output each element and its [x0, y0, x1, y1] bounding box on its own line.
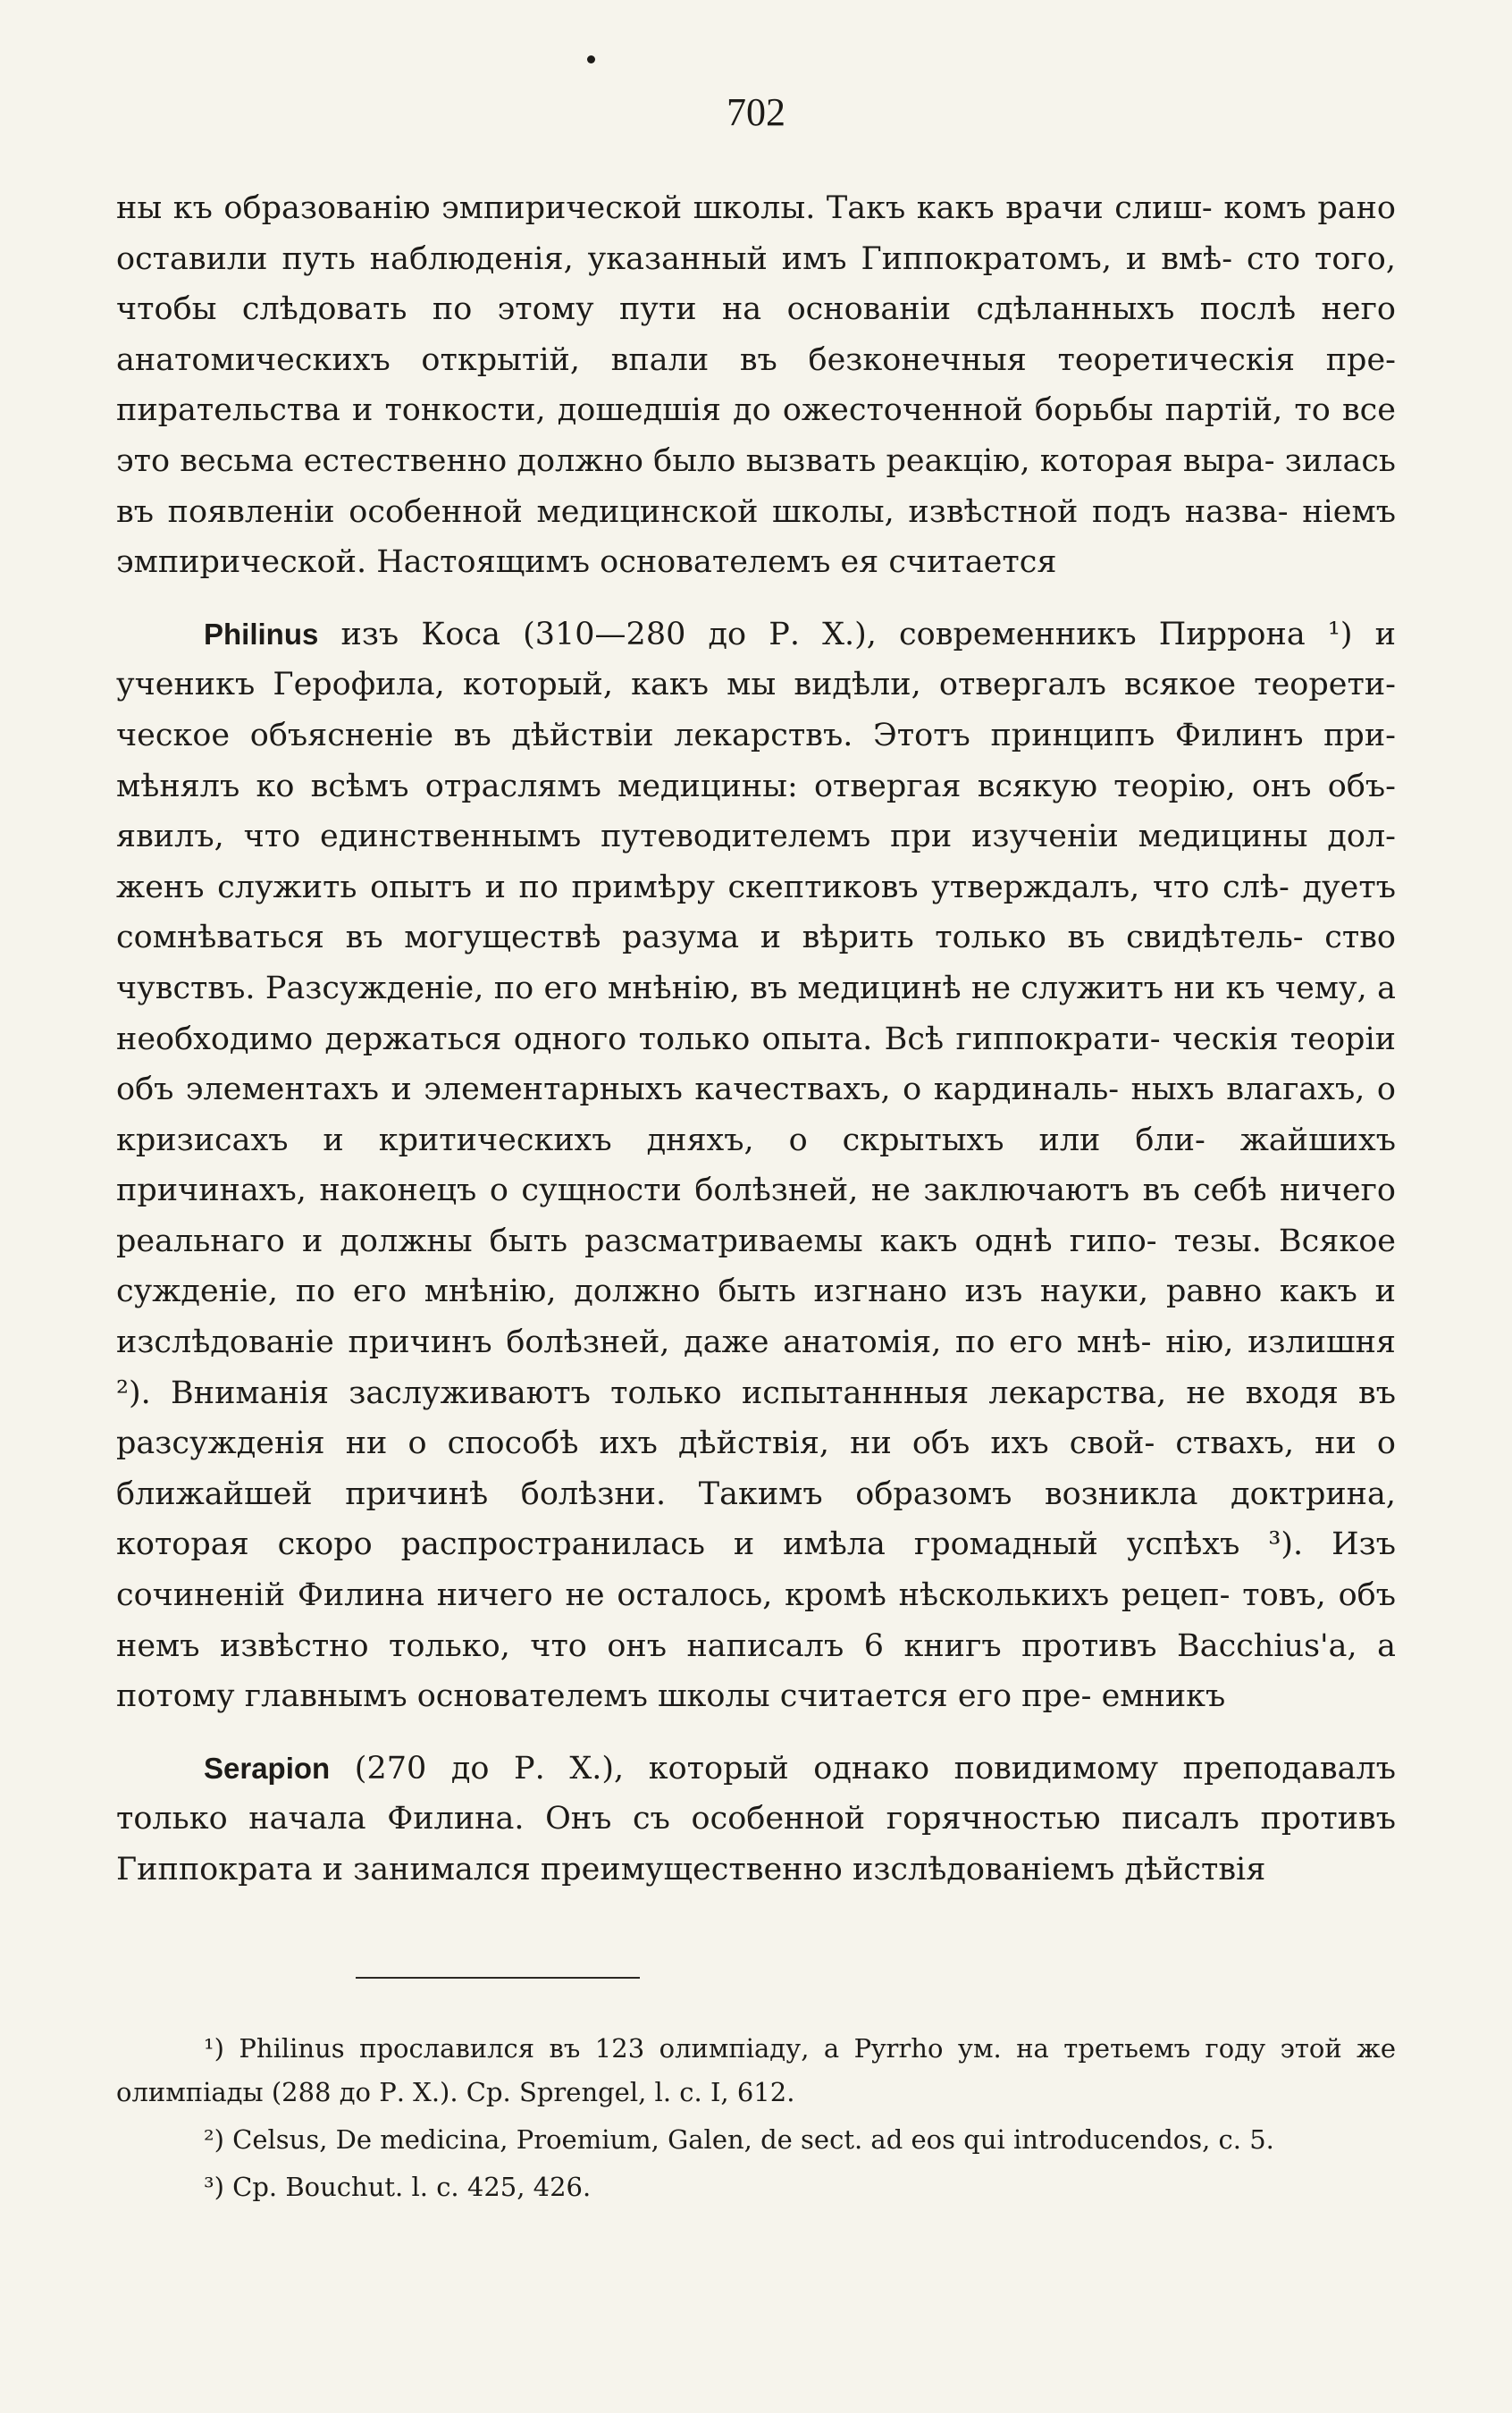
text-line: ствахъ, ни о ближайшей причинѣ болѣзни. Такимъ образомъ возникла [116, 1425, 1396, 1512]
print-dot-mark [587, 55, 595, 63]
text-line: Изъ сочиненій Филина ничего не осталось, кромѣ нѣсколькихъ рецеп- [116, 1526, 1396, 1614]
text-line: (270 до Р. Х.), который однако повидимому преподавалъ [330, 1750, 1396, 1787]
text-line: пирательства и тонкости, дошедшія до ожесточенной борьбы партій, то [116, 392, 1331, 429]
text-line: комъ рано оставили путь наблюденія, указанный имъ Гиппократомъ, и вмѣ- [116, 190, 1396, 277]
text-line: зилась въ появленіи особенной медицинской школы, извѣстной подъ назва- [116, 442, 1396, 530]
text-line: не входя въ разсужденія ни о способѣ ихъ дѣйствія, ни объ ихъ свой- [116, 1375, 1396, 1462]
text-line: все это весьма естественно должно было вызвать реакцію, которая выра- [116, 392, 1396, 479]
text-line: сто того, чтобы слѣдовать по этому пути на основаніи сдѣланныхъ послѣ [116, 240, 1396, 328]
text-line: къ чему, а необходимо держаться одного только опыта. Всѣ гиппократи- [116, 970, 1396, 1057]
text-line: ны къ образованію эмпирической школы. Такъ какъ врачи слиш- [116, 190, 1213, 226]
paragraph-philinus [116, 610, 1396, 1722]
text-line: тезы. Всякое сужденіе, по его мнѣнію, должно быть изгнано изъ науки, [116, 1223, 1396, 1310]
person-name-serapion: Serapion [204, 1751, 331, 1785]
text-line: ство чувствъ. Разсужденіе, по его мнѣнію, въ медицинѣ не служитъ ни [116, 920, 1396, 1006]
text-line: явилъ, что единственнымъ путеводителемъ при изученіи медицины дол- [116, 819, 1396, 855]
text-line: равно какъ и изслѣдованіе причинъ болѣзней, даже анатомія, по его мнѣ- [116, 1274, 1397, 1361]
text-line: ческія теоріи объ элементахъ и элементарныхъ качествахъ, о кардиналь- [116, 1021, 1396, 1108]
text-line: емникъ [1101, 1678, 1226, 1715]
text-line: мѣнялъ ко всѣмъ отраслямъ медицины: отвергая всякую теорію, онъ объ- [116, 768, 1396, 804]
text-line: доктрина, которая скоро распространилась и имѣла громадный успѣхъ ³). [116, 1476, 1396, 1563]
footnote-2: ²) Celsus, De medicina, Proemium, Galen, de sect. ad eos qui introducendos, c. 5. [204, 2124, 1274, 2155]
text-line: ныхъ влагахъ, о кризисахъ и критическихъ дняхъ, о скрытыхъ или бли- [116, 1072, 1396, 1158]
text-line: ніемъ эмпирической. Настоящимъ основателемъ ея считается [116, 493, 1396, 581]
text-line: дуетъ сомнѣваться въ могуществѣ разума и вѣрить только въ свидѣтель- [116, 869, 1396, 956]
main-text [116, 183, 1396, 1896]
text-line: Гиппократа и занимался преимущественно изслѣдованіемъ дѣйствія [116, 1852, 1266, 1888]
page-number: 702 [727, 90, 785, 134]
paragraph-1 [116, 183, 1396, 588]
text-line: жайшихъ причинахъ, наконецъ о сущности болѣзней, не заключаютъ въ [116, 1122, 1396, 1209]
footnote-1: ¹) Philinus прославился въ 123 олимпіаду, а Pyrrho ум. на третьемъ году этой же олимпіады (288 до Р. Х.). Ср. Sprengel, l. c. I, 612. [116, 2033, 1396, 2107]
text-line: изъ Коса (310—280 до Р. Х.), современникъ Пиррона ¹) и [318, 616, 1396, 652]
footnote-divider [356, 1977, 640, 1979]
paragraph-serapion [116, 1744, 1396, 1896]
text-line: ческое объясненіе въ дѣйствіи лекарствъ. Этотъ принципъ Филинъ при- [116, 717, 1396, 753]
text-line: женъ служить опытъ и по примѣру скептиковъ утверждалъ, что слѣ- [116, 869, 1289, 905]
text-line: только начала Филина. Онъ съ особенной горячностью писалъ противъ [116, 1801, 1396, 1837]
footnotes [116, 2027, 1396, 2209]
text-line: себѣ ничего реальнаго и должны быть разсматриваемы какъ однѣ гипо- [116, 1173, 1396, 1259]
text-line: Bacchius'a, а потому главнымъ основателемъ школы считается его пре- [116, 1627, 1396, 1715]
text-line: нію, излишня ²). Вниманія заслуживаютъ только испытаннныя лекарства, [116, 1324, 1397, 1411]
text-line: него анатомическихъ открытій, впали въ безконечныя теоретическія пре- [116, 291, 1396, 378]
text-line: ученикъ Герофила, который, какъ мы видѣли, отвергалъ всякое теорети- [116, 667, 1396, 703]
text-line: товъ, объ немъ извѣстно только, что онъ написалъ 6 книгъ противъ [116, 1577, 1396, 1664]
person-name-philinus: Philinus [204, 617, 319, 651]
footnote-3: ³) Ср. Bouchut. l. c. 425, 426. [204, 2172, 592, 2202]
